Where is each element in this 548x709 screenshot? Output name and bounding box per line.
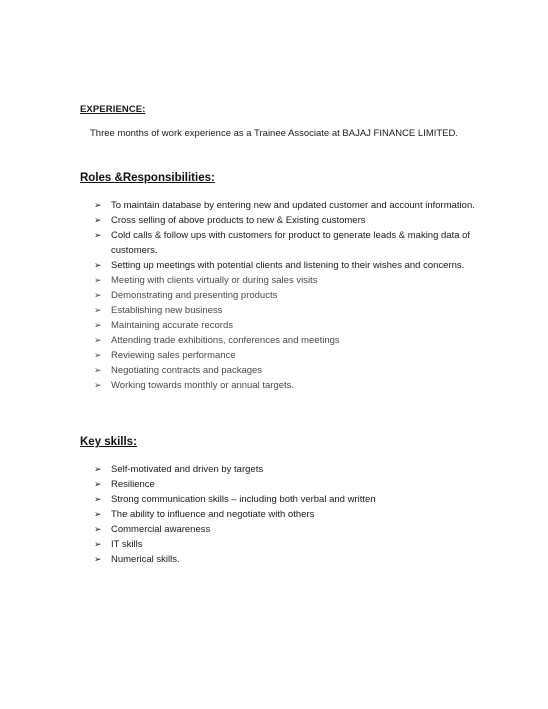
arrow-bullet-icon: ➢ bbox=[94, 335, 102, 345]
arrow-bullet-icon: ➢ bbox=[94, 350, 102, 360]
list-item: ➢ Self-motivated and driven by targets bbox=[94, 464, 264, 475]
arrow-bullet-icon: ➢ bbox=[94, 365, 102, 375]
arrow-bullet-icon: ➢ bbox=[94, 539, 102, 549]
list-item: ➢ Working towards monthly or annual targets. bbox=[94, 380, 295, 391]
list-item: ➢ Setting up meetings with potential clients and listening to their wishes and concerns. bbox=[94, 260, 465, 271]
list-item: ➢ Resilience bbox=[94, 479, 155, 490]
list-item: ➢ Negotiating contracts and packages bbox=[94, 365, 263, 376]
list-item: ➢ The ability to influence and negotiate with others bbox=[94, 509, 315, 520]
arrow-bullet-icon: ➢ bbox=[94, 464, 102, 474]
list-item: ➢ To maintain database by entering new and updated customer and account information. bbox=[94, 200, 475, 211]
skills-heading: Key skills: bbox=[80, 436, 137, 448]
list-item: ➢ Strong communication skills – including both verbal and written bbox=[94, 494, 376, 505]
experience-heading: EXPERIENCE: bbox=[80, 104, 146, 115]
list-item: ➢ Maintaining accurate records bbox=[94, 320, 233, 331]
skills-list bbox=[94, 462, 494, 567]
arrow-bullet-icon: ➢ bbox=[94, 215, 102, 225]
list-item: ➢ Demonstrating and presenting products bbox=[94, 290, 278, 301]
experience-text: Three months of work experience as a Trainee Associate at BAJAJ FINANCE LIMITED. bbox=[90, 128, 459, 139]
arrow-bullet-icon: ➢ bbox=[94, 290, 102, 300]
list-item: ➢ Numerical skills. bbox=[94, 554, 180, 565]
list-item: ➢ IT skills bbox=[94, 539, 143, 550]
list-item: ➢ Reviewing sales performance bbox=[94, 350, 236, 361]
list-item: ➢ Cold calls & follow ups with customers for product to generate leads & making data of customers. bbox=[94, 230, 471, 256]
arrow-bullet-icon: ➢ bbox=[94, 494, 102, 504]
list-item: ➢ Commercial awareness bbox=[94, 524, 211, 535]
list-item: ➢ Meeting with clients virtually or during sales visits bbox=[94, 275, 318, 286]
arrow-bullet-icon: ➢ bbox=[94, 305, 102, 315]
arrow-bullet-icon: ➢ bbox=[94, 524, 102, 534]
roles-heading: Roles &Responsibilities: bbox=[80, 172, 215, 184]
arrow-bullet-icon: ➢ bbox=[94, 554, 102, 564]
arrow-bullet-icon: ➢ bbox=[94, 380, 102, 390]
arrow-bullet-icon: ➢ bbox=[94, 479, 102, 489]
arrow-bullet-icon: ➢ bbox=[94, 200, 102, 210]
arrow-bullet-icon: ➢ bbox=[94, 260, 102, 270]
list-item: ➢ Cross selling of above products to new & Existing customers bbox=[94, 215, 366, 226]
roles-list bbox=[94, 198, 494, 393]
arrow-bullet-icon: ➢ bbox=[94, 320, 102, 330]
arrow-bullet-icon: ➢ bbox=[94, 275, 102, 285]
arrow-bullet-icon: ➢ bbox=[94, 509, 102, 519]
list-item: ➢ Establishing new business bbox=[94, 305, 223, 316]
list-item: ➢ Attending trade exhibitions, conferences and meetings bbox=[94, 335, 340, 346]
arrow-bullet-icon: ➢ bbox=[94, 230, 102, 240]
